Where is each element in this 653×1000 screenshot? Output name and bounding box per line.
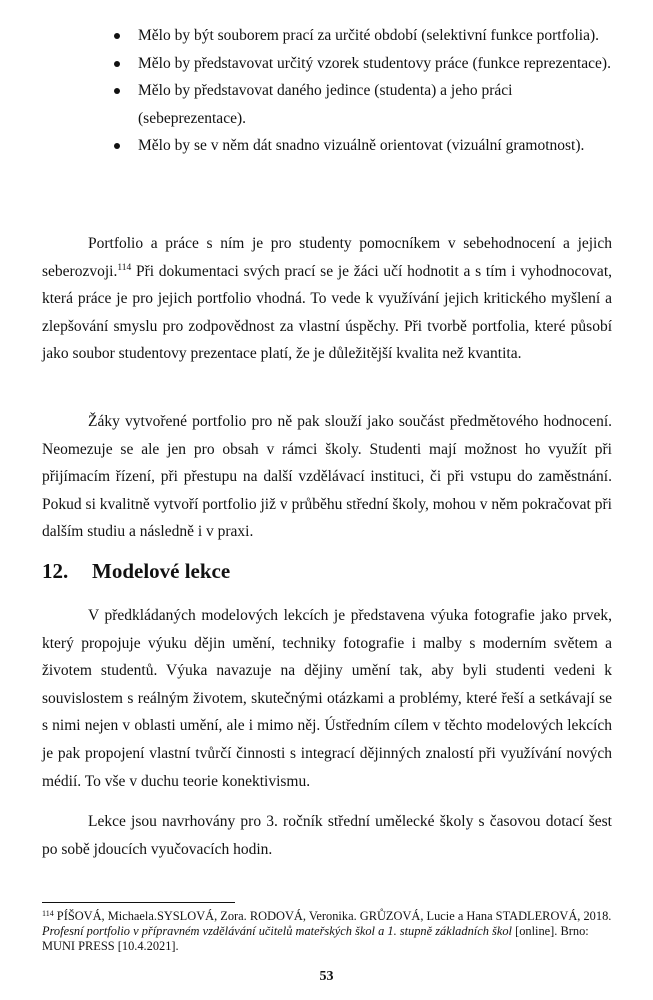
list-item <box>112 22 622 50</box>
page-number: 53 <box>319 969 334 984</box>
portfolio-criteria-list <box>112 22 622 160</box>
footnote-number: 114 <box>42 909 54 918</box>
list-item-text: Mělo by se v něm dát snadno vizuálně orientovat (vizuální gramotnost). <box>138 137 585 155</box>
footnote-title: Profesní portfolio v přípravném vzdělávání učitelů mateřských škol a 1. stupně základních škol <box>42 924 512 939</box>
footnote-reference: 114 <box>117 262 132 273</box>
bullet-icon <box>114 143 120 149</box>
bullet-icon <box>114 88 120 94</box>
list-item <box>112 50 622 78</box>
paragraph-text: Portfolio a práce s ním je pro studenty pomocníkem v sebehodnocení a jejich seberozvoji. <box>42 235 612 280</box>
section-number: 12. <box>42 559 69 583</box>
section-heading <box>42 556 230 586</box>
list-item-text: Mělo by být souborem prací za určité období (selektivní funkce portfolia). <box>138 27 599 44</box>
footnote-authors: PÍŠOVÁ, Michaela.SYSLOVÁ, Zora. RODOVÁ, Veronika. GRŮZOVÁ, Lucie a Hana STADLEROVÁ, 2018. <box>53 909 612 923</box>
bullet-icon <box>114 33 120 39</box>
list-item <box>112 77 622 132</box>
footnote-divider <box>42 902 235 903</box>
paragraph-text: Při dokumentaci svých prací se je žáci učí hodnotit a s tím i vyhodnocovat, která práce je pro jejich portfolio vhodná. To vede k využívání jejich kritického myšlení a zlepšování smyslu pro zodpovědnost za vlastní úspěchy. Při tvorbě portfolia, které působí jako soubor studentovy prezentace platí, že je důležitější kvalita než kvantita. <box>42 262 612 363</box>
list-item-text: Mělo by představovat daného jedince (studenta) a jeho práci (sebeprezentace). <box>138 82 513 127</box>
paragraph-portfolio-self-assessment <box>42 230 612 368</box>
list-item <box>112 132 622 160</box>
footnote-publication: [online]. Brno: MUNI PRESS [10.4.2021]. <box>42 924 589 954</box>
list-item-text: Mělo by představovat určitý vzorek studentovy práce (funkce reprezentace). <box>138 54 611 72</box>
paragraph-portfolio-use: Žáky vytvořené portfolio pro ně pak slouží jako součást předmětového hodnocení. Neomezuje se ale jen pro obsah v rámci školy. Studenti mají možnost ho využít při přijímacím řízení, při přestupu na další vzdělávací instituci, či při vstupu do zaměstnání. Pokud si kvalitně vytvoří portfolio již v průběhu střední školy, mohou v něm pokračovat při dalším studiu a následně i v praxi. <box>42 413 612 541</box>
paragraph-model-lessons: V předkládaných modelových lekcích je představena výuka fotografie jako prvek, který propojuje výuku dějin umění, techniky fotografie i malby s moderním světem a životem studentů. Výuka navazuje na dějiny umění tak, aby byli studenti vedeni k souvislostem s reálným životem, skutečnými otázkami a problémy, které řeší a setkávají se s nimi nejen v oblasti umění, ale i mimo něj. Ústředním cílem v těchto modelových lekcích je pak propojení vlastní tvůrčí činnosti s integrací dějinných znalostí při využívání nových médií. To vše v duchu teorie konektivismu. <box>42 607 612 790</box>
section-title: Modelové lekce <box>92 559 231 583</box>
bullet-icon <box>114 61 120 67</box>
footnote <box>42 909 612 955</box>
paragraph-lesson-schedule: Lekce jsou navrhovány pro 3. ročník střední umělecké školy s časovou dotací šest po sobě jdoucích vyučovacích hodin. <box>42 813 612 858</box>
